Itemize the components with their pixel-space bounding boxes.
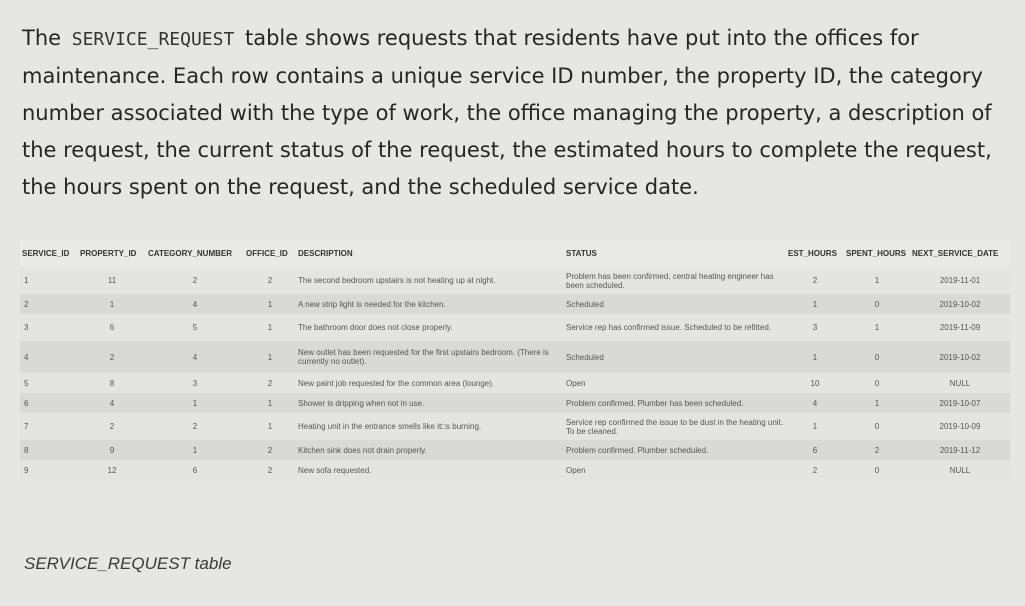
cell-spent-hours: 0 [844, 373, 910, 393]
cell-property-id: 4 [78, 393, 146, 413]
cell-category-number: 2 [146, 413, 244, 440]
cell-status: Problem confirmed. Plumber scheduled. [564, 440, 786, 460]
cell-status: Problem confirmed. Plumber has been scheduled. [564, 393, 786, 413]
cell-spent-hours: 2 [844, 440, 910, 460]
cell-office-id: 1 [244, 413, 296, 440]
cell-spent-hours: 1 [844, 393, 910, 413]
cell-est-hours: 2 [786, 267, 844, 294]
cell-description: Shower is dripping when not in use. [296, 393, 564, 413]
cell-category-number: 1 [146, 393, 244, 413]
header-category-number: CATEGORY_NUMBER [146, 240, 244, 267]
table-row [20, 440, 1010, 460]
table-row [20, 341, 1010, 373]
header-est-hours: EST_HOURS [786, 240, 844, 267]
service-request-table-container [20, 240, 1010, 480]
cell-office-id: 2 [244, 267, 296, 294]
cell-est-hours: 2 [786, 460, 844, 480]
cell-spent-hours: 1 [844, 314, 910, 341]
cell-status: Scheduled [564, 294, 786, 314]
cell-category-number: 6 [146, 460, 244, 480]
header-status: STATUS [564, 240, 786, 267]
cell-service-id: 3 [20, 314, 78, 341]
table-row [20, 373, 1010, 393]
header-description: DESCRIPTION [296, 240, 564, 267]
cell-description: New paint job requested for the common area (lounge). [296, 373, 564, 393]
cell-next-service-date: 2019-11-01 [910, 267, 1010, 294]
cell-status: Service rep has confirmed issue. Scheduled to be refitted. [564, 314, 786, 341]
cell-description: A new strip light is needed for the kitchen. [296, 294, 564, 314]
cell-category-number: 5 [146, 314, 244, 341]
cell-description: Heating unit in the entrance smells like it□s burning. [296, 413, 564, 440]
cell-category-number: 3 [146, 373, 244, 393]
cell-est-hours: 6 [786, 440, 844, 460]
table-row [20, 267, 1010, 294]
cell-status: Open [564, 460, 786, 480]
cell-status: Service rep confirmed the issue to be dust in the heating unit. To be cleaned. [564, 413, 786, 440]
cell-service-id: 8 [20, 440, 78, 460]
cell-property-id: 6 [78, 314, 146, 341]
intro-text: table shows requests that residents have put into the offices for maintenance. Each row contains a unique service ID number, the property ID, the category number associated with the type of work, the office managing the property, a description of the request, the current status of the request, the estimated hours to complete the request, the hours spent on the request, and the scheduled service date. [22, 26, 992, 199]
table-row [20, 314, 1010, 341]
cell-status: Open [564, 373, 786, 393]
service-request-table [20, 240, 1010, 480]
cell-property-id: 11 [78, 267, 146, 294]
intro-paragraph [22, 20, 1012, 206]
cell-property-id: 9 [78, 440, 146, 460]
cell-category-number: 1 [146, 440, 244, 460]
cell-office-id: 2 [244, 373, 296, 393]
cell-status: Problem has been confirmed, central heating engineer has been scheduled. [564, 267, 786, 294]
cell-next-service-date: 2019-10-02 [910, 341, 1010, 373]
cell-next-service-date: NULL [910, 460, 1010, 480]
header-property-id: PROPERTY_ID [78, 240, 146, 267]
cell-office-id: 1 [244, 341, 296, 373]
header-spent-hours: SPENT_HOURS [844, 240, 910, 267]
cell-est-hours: 3 [786, 314, 844, 341]
table-caption: SERVICE_REQUEST table [24, 554, 232, 573]
header-next-service-date: NEXT_SERVICE_DATE [910, 240, 1010, 267]
table-row [20, 460, 1010, 480]
cell-next-service-date: NULL [910, 373, 1010, 393]
table-row [20, 413, 1010, 440]
intro-prefix: The [22, 26, 62, 50]
cell-service-id: 7 [20, 413, 78, 440]
cell-category-number: 4 [146, 294, 244, 314]
cell-next-service-date: 2019-10-09 [910, 413, 1010, 440]
cell-status: Scheduled [564, 341, 786, 373]
cell-service-id: 4 [20, 341, 78, 373]
cell-property-id: 8 [78, 373, 146, 393]
cell-next-service-date: 2019-10-02 [910, 294, 1010, 314]
cell-service-id: 5 [20, 373, 78, 393]
cell-property-id: 12 [78, 460, 146, 480]
cell-description: The second bedroom upstairs is not heating up at night. [296, 267, 564, 294]
cell-next-service-date: 2019-10-07 [910, 393, 1010, 413]
cell-description: New outlet has been requested for the first upstairs bedroom. (There is currently no outlet). [296, 341, 564, 373]
cell-est-hours: 1 [786, 294, 844, 314]
cell-property-id: 2 [78, 413, 146, 440]
table-row [20, 393, 1010, 413]
cell-service-id: 6 [20, 393, 78, 413]
cell-office-id: 2 [244, 460, 296, 480]
cell-office-id: 1 [244, 314, 296, 341]
cell-property-id: 2 [78, 341, 146, 373]
table-header-row [20, 240, 1010, 267]
cell-spent-hours: 0 [844, 460, 910, 480]
header-office-id: OFFICE_ID [244, 240, 296, 267]
table-row [20, 294, 1010, 314]
cell-est-hours: 1 [786, 341, 844, 373]
cell-service-id: 1 [20, 267, 78, 294]
cell-service-id: 2 [20, 294, 78, 314]
cell-category-number: 4 [146, 341, 244, 373]
cell-spent-hours: 0 [844, 341, 910, 373]
cell-spent-hours: 0 [844, 294, 910, 314]
table-name-code: SERVICE_REQUEST [71, 29, 235, 50]
cell-description: Kitchen sink does not drain properly. [296, 440, 564, 460]
cell-office-id: 1 [244, 294, 296, 314]
cell-est-hours: 10 [786, 373, 844, 393]
cell-service-id: 9 [20, 460, 78, 480]
cell-property-id: 1 [78, 294, 146, 314]
cell-category-number: 2 [146, 267, 244, 294]
cell-office-id: 1 [244, 393, 296, 413]
cell-description: New sofa requested. [296, 460, 564, 480]
header-service-id: SERVICE_ID [20, 240, 78, 267]
cell-office-id: 2 [244, 440, 296, 460]
cell-spent-hours: 1 [844, 267, 910, 294]
cell-est-hours: 4 [786, 393, 844, 413]
cell-next-service-date: 2019-11-09 [910, 314, 1010, 341]
cell-description: The bathroom door does not close properly. [296, 314, 564, 341]
cell-spent-hours: 0 [844, 413, 910, 440]
cell-est-hours: 1 [786, 413, 844, 440]
cell-next-service-date: 2019-11-12 [910, 440, 1010, 460]
